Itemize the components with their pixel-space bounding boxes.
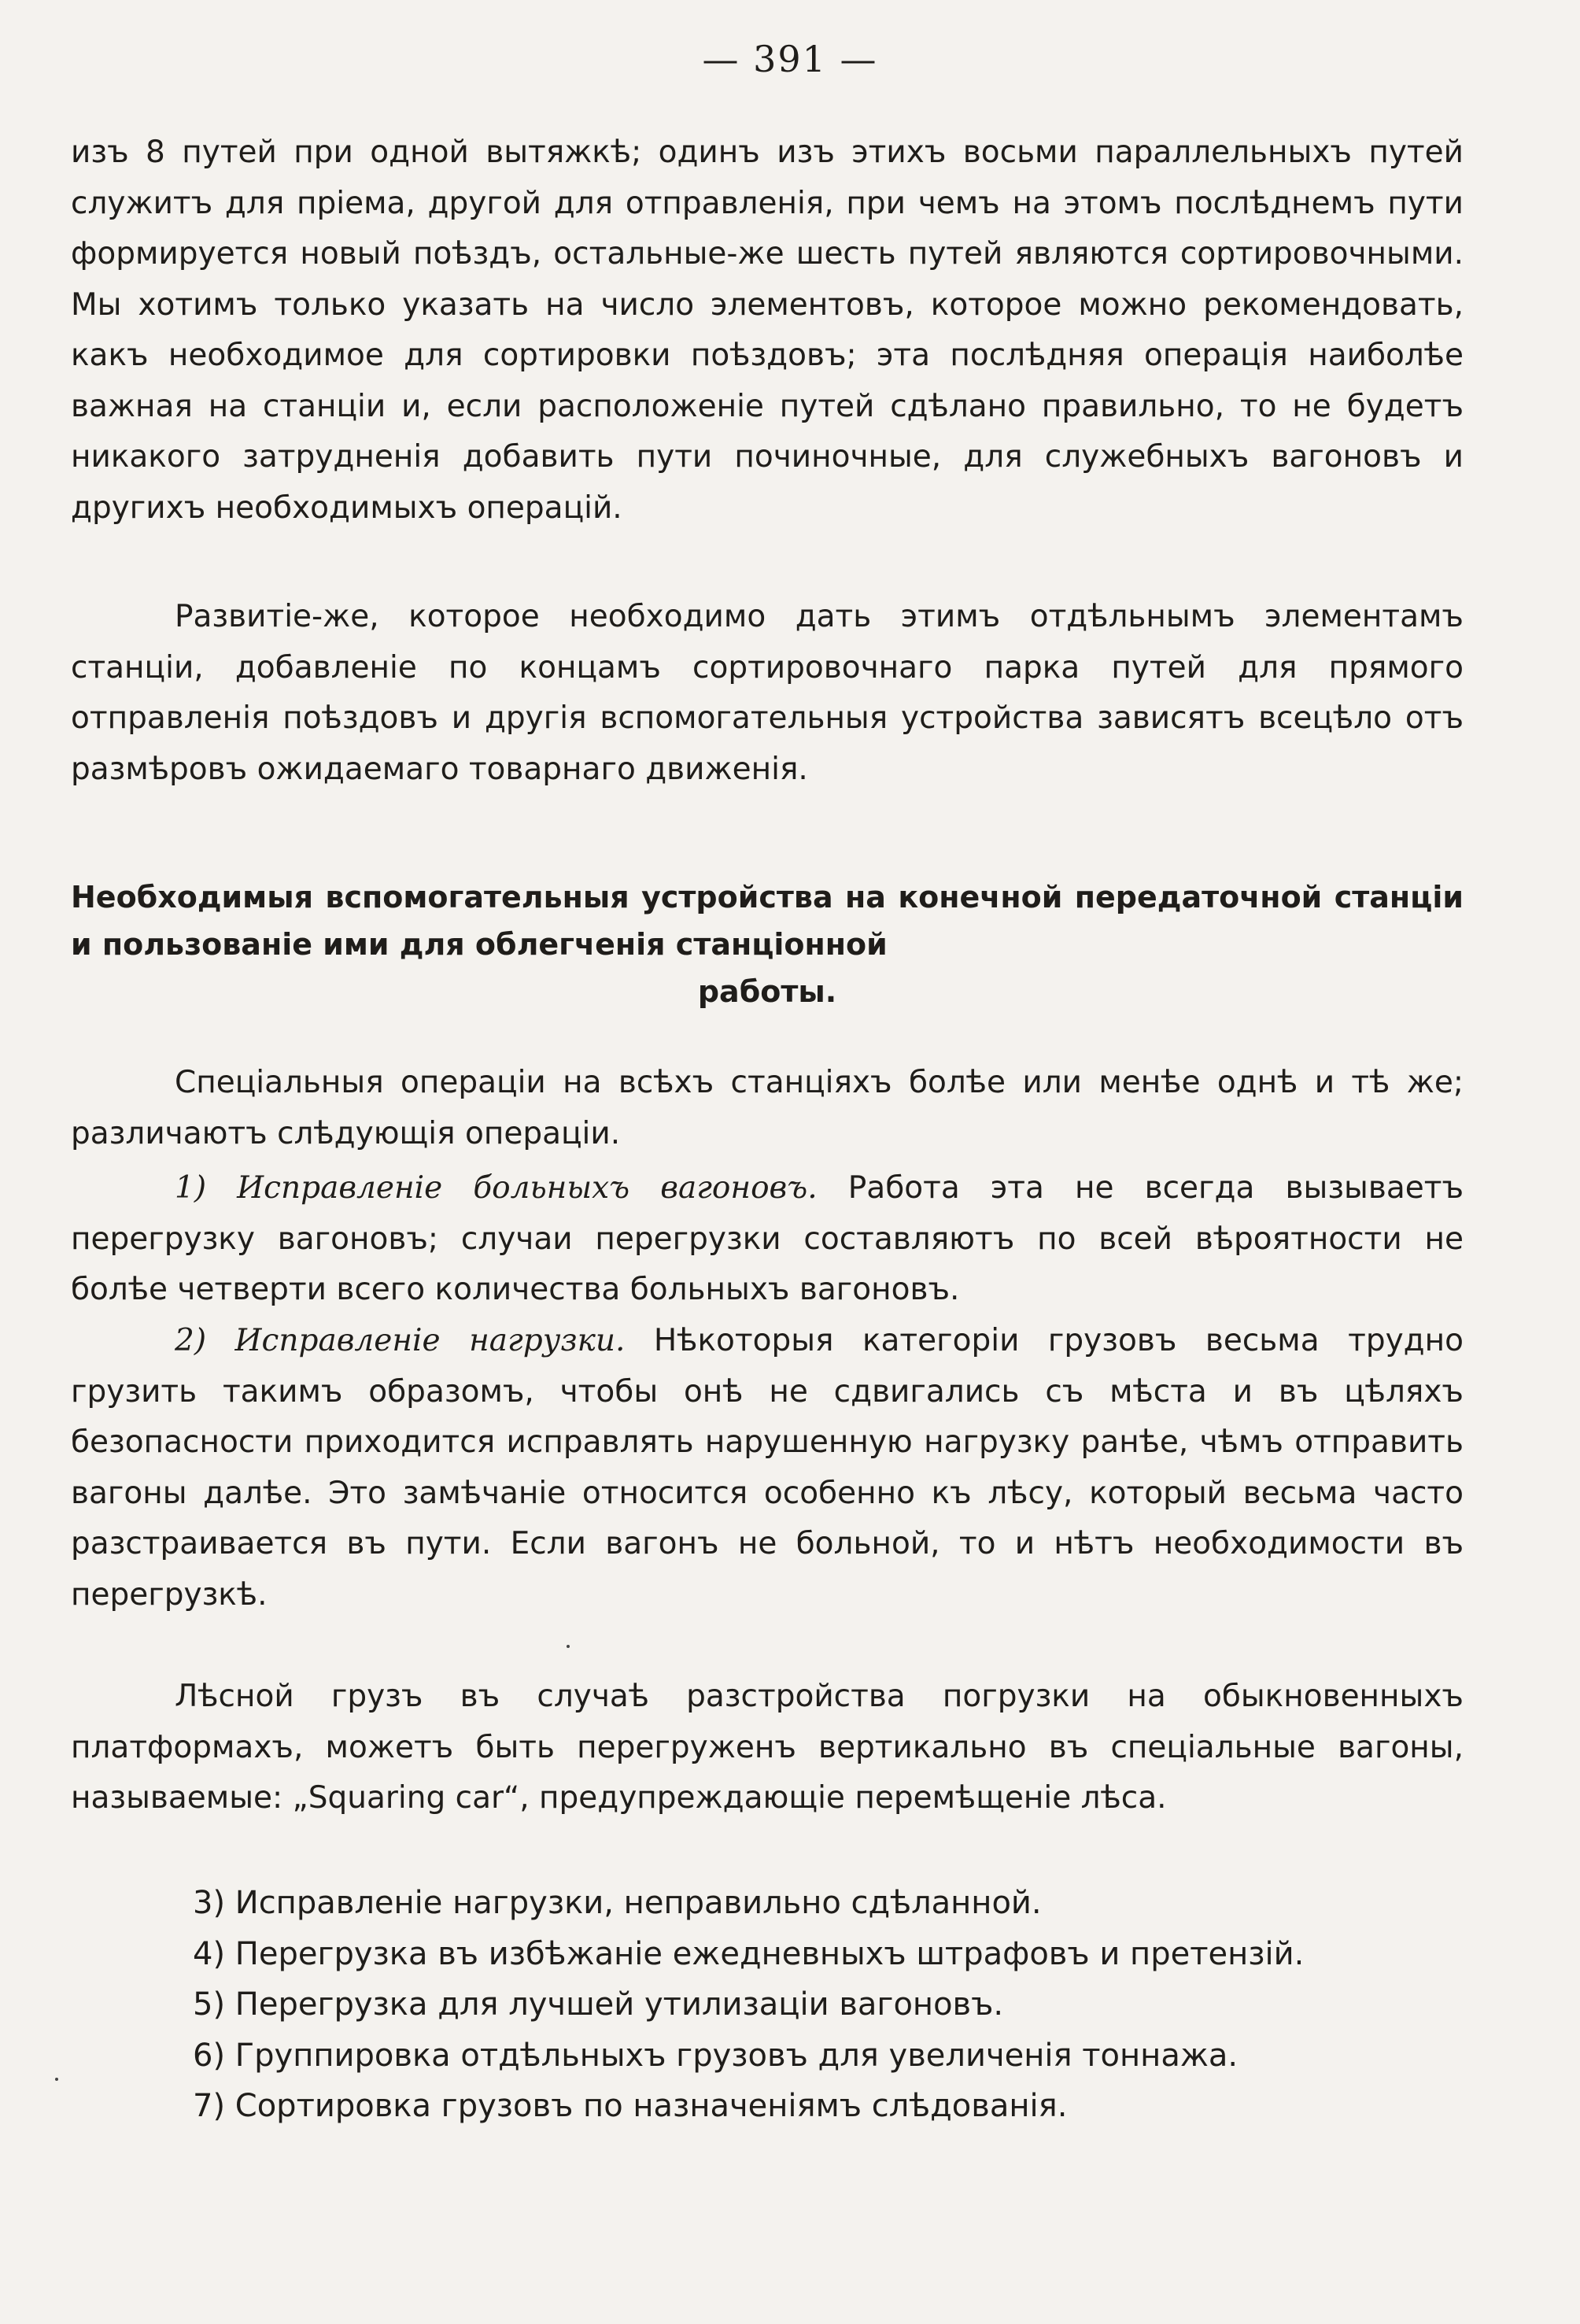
list-item-3: 3) Исправленіе нагрузки, неправильно сдѣланной. — [193, 1885, 1042, 1921]
item-2-block — [71, 1316, 1464, 1620]
list-item-7: 7) Сортировка грузовъ по назначеніямъ слѣдованія. — [193, 2088, 1068, 2124]
list-item-6: 6) Группировка отдѣльныхъ грузовъ для увеличенія тоннажа. — [193, 2037, 1239, 2074]
item-2 — [71, 1316, 1464, 1620]
paragraph-tracks — [71, 127, 1464, 534]
list-item-5: 5) Перегрузка для лучшей утилизаціи вагоновъ. — [193, 1986, 1004, 2023]
paragraph-2: Развитіе-же, которое необходимо дать этимъ отдѣльнымъ элементамъ станціи, добавленіе по концамъ сортировочнаго парка путей для прямого отправленія поѣздовъ и другія вспомогательныя устройства зависятъ всецѣло отъ размѣровъ ожидаемаго товарнаго движенія. — [71, 599, 1464, 787]
section-heading-text: Необходимыя вспомогательныя устройства на конечной передаточной станціи и пользованіе ими для облегченія станціонной — [71, 880, 1464, 962]
paragraph-development — [71, 592, 1464, 795]
item-1 — [71, 1163, 1464, 1316]
paragraph-operations — [71, 1058, 1464, 1159]
operations-list — [193, 1878, 1483, 2132]
item-2-label: 2) Исправленіе нагрузки. — [175, 1323, 626, 1358]
list-item-4: 4) Перегрузка въ избѣжаніе ежедневныхъ штрафовъ и претензій. — [193, 1935, 1305, 1972]
paragraph-3: Спеціальныя операціи на всѣхъ станціяхъ болѣе или менѣе однѣ и тѣ же; различаютъ слѣдующія операціи. — [71, 1065, 1464, 1151]
section-heading-last-line: работы. — [697, 974, 837, 1009]
item-1-label: 1) Исправленіе больныхъ вагоновъ. — [175, 1170, 818, 1206]
page-number: — 391 — — [702, 38, 878, 80]
paragraph-timber — [71, 1672, 1464, 1824]
section-heading — [71, 874, 1464, 1015]
paragraph-1: изъ 8 путей при одной вытяжкѣ; одинъ изъ этихъ восьми параллельныхъ путей служитъ для пріема, другой для отправленія, при чемъ на этомъ послѣднемъ пути формируется новый поѣздъ, остальные-же шесть путей являются сортировочными. Мы хотимъ только указать на число элементовъ, которое можно рекомендовать, какъ необходимое для сортировки поѣздовъ; эта послѣдняя операція наиболѣе важная на станціи и, если расположеніе путей сдѣлано правильно, то не будетъ никакого затрудненія добавить пути починочные, для служебныхъ вагоновъ и другихъ необходимыхъ операцій. — [71, 135, 1464, 526]
item-1-block — [71, 1163, 1464, 1316]
item-2-text: Нѣкоторыя категоріи грузовъ весьма трудно грузить такимъ образомъ, чтобы онѣ не сдвигались съ мѣста и въ цѣляхъ безопасности приходится исправлять нарушенную нагрузку ранѣе, чѣмъ отправить вагоны далѣе. Это замѣчаніе относится особенно къ лѣсу, который весьма часто разстраивается въ пути. Если вагонъ не больной, то и нѣтъ необходимости въ перегрузкѣ. — [71, 1323, 1464, 1613]
paper-speck — [567, 1645, 570, 1648]
paragraph-4: Лѣсной грузъ въ случаѣ разстройства погрузки на обыкновенныхъ платформахъ, можетъ быть перегруженъ вертикально въ спеціальные вагоны, называемые: „Squaring car“, предупреждающіе перемѣщеніе лѣса. — [71, 1679, 1464, 1816]
paper-speck — [55, 2078, 58, 2081]
item-1-text: Работа эта не всегда вызываетъ перегрузку вагоновъ; случаи перегрузки составляютъ по всей вѣроятности не болѣе четверти всего количества больныхъ вагоновъ. — [71, 1170, 1464, 1307]
